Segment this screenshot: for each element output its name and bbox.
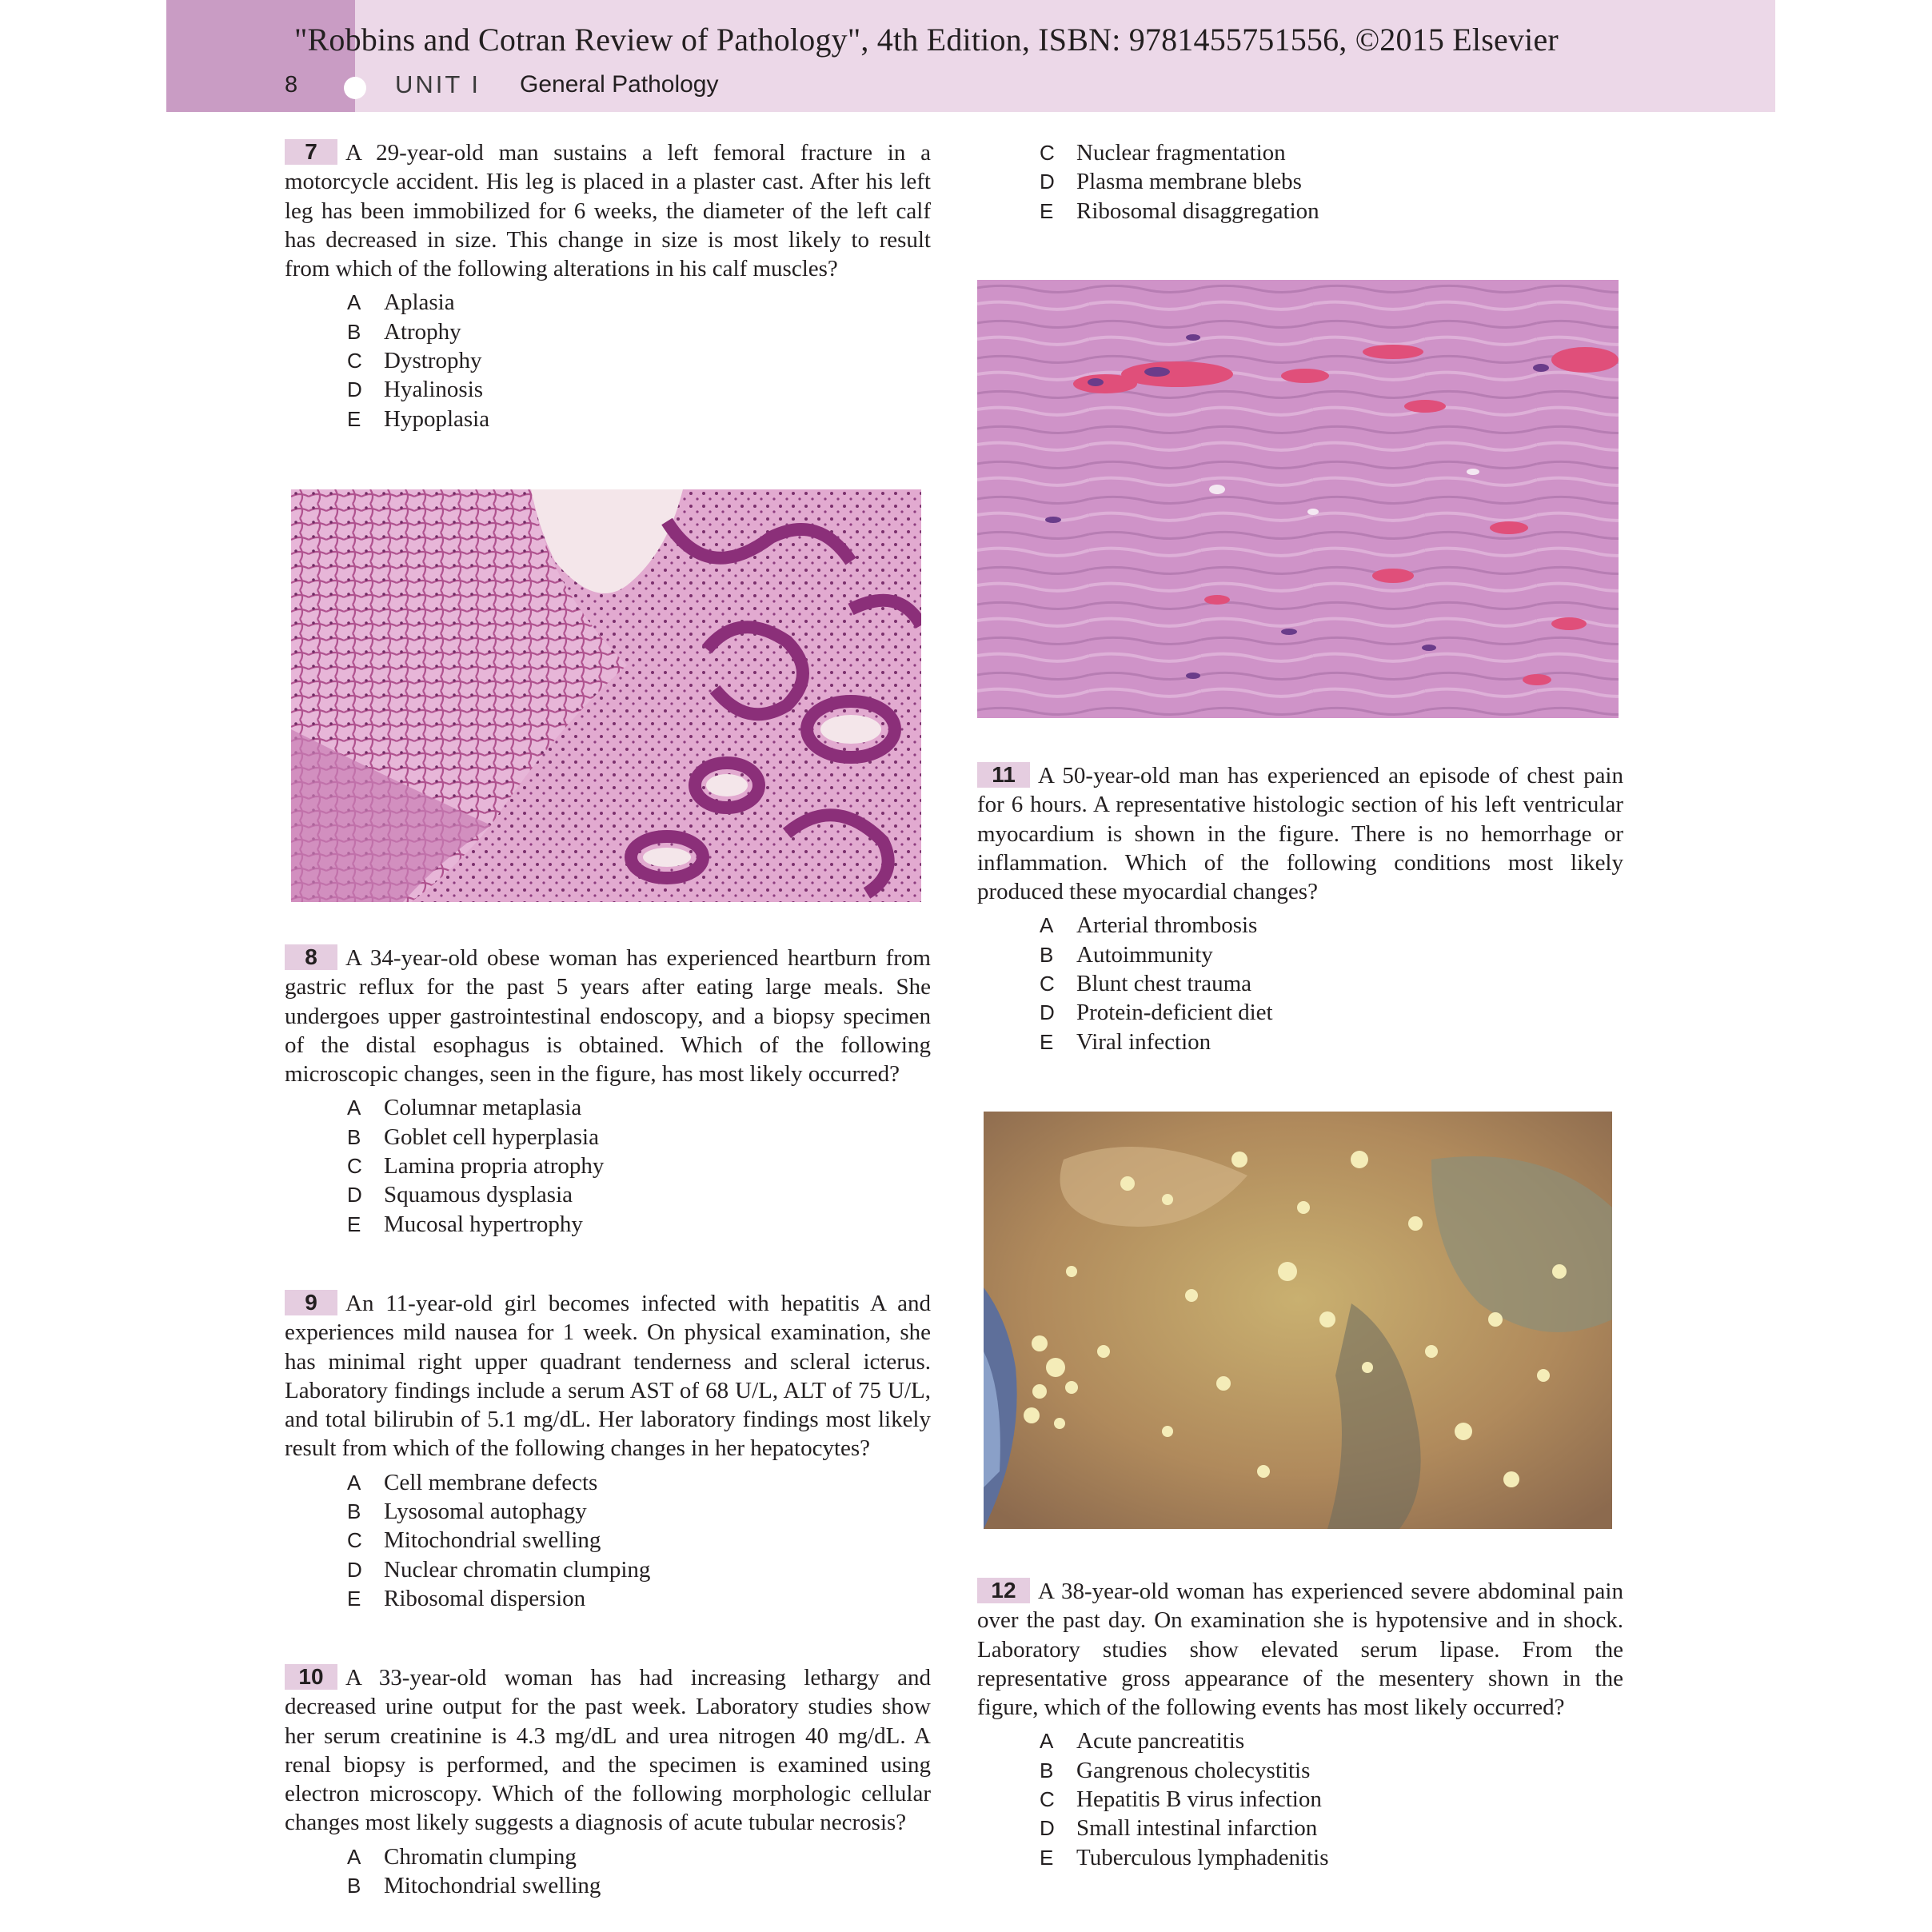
option-letter: C	[1040, 141, 1055, 165]
option-text: Viral infection	[1076, 1028, 1211, 1055]
option-letter: B	[347, 1499, 361, 1524]
option-letter: B	[1040, 942, 1054, 967]
question-stem	[285, 1289, 931, 1463]
option-text: Squamous dysplasia	[384, 1182, 573, 1208]
option-text: Dystrophy	[384, 348, 482, 374]
option-letter: C	[1040, 972, 1055, 996]
question-12	[977, 1577, 1623, 1872]
micrograph-esophageal-biopsy-icon	[291, 489, 921, 902]
page-number: 8	[285, 72, 298, 98]
option-text: Plasma membrane blebs	[1076, 169, 1302, 195]
option-letter: E	[1040, 1845, 1054, 1870]
answer-option[interactable]	[347, 346, 931, 375]
answer-option[interactable]	[347, 1210, 931, 1239]
option-text: Ribosomal disaggregation	[1076, 198, 1319, 224]
micrograph-myocardium-icon	[977, 280, 1619, 718]
answer-option[interactable]	[347, 288, 931, 317]
option-letter: B	[1040, 1758, 1054, 1782]
question-text: An 11-year-old girl becomes infected with hepatitis A and experiences mild nausea for 1 week. On physical examination, she has minimal right upper quadrant tenderness and scleral icterus. Laboratory findings include a serum AST of 68 U/L, ALT of 75 U/L, and total bilirubin of 5.1 mg/dL. Her laboratory findings most likely result from which of the following changes in her hepatocytes?	[285, 1291, 931, 1462]
option-text: Tuberculous lymphadenitis	[1076, 1844, 1329, 1870]
option-letter: C	[347, 1154, 362, 1179]
option-text: Gangrenous cholecystitis	[1076, 1757, 1311, 1783]
answer-options	[285, 1093, 931, 1238]
option-text: Blunt chest trauma	[1076, 971, 1252, 997]
option-text: Lamina propria atrophy	[384, 1153, 605, 1180]
answer-option[interactable]	[347, 1123, 931, 1152]
option-text: Goblet cell hyperplasia	[384, 1124, 599, 1150]
answer-option[interactable]	[347, 1468, 931, 1497]
option-letter: A	[347, 1844, 361, 1869]
answer-option[interactable]	[347, 1497, 931, 1526]
answer-option[interactable]	[347, 405, 931, 433]
option-letter: C	[1040, 1787, 1055, 1812]
option-text: Protein-deficient diet	[1076, 1000, 1273, 1026]
option-text: Small intestinal infarction	[1076, 1815, 1318, 1842]
answer-option[interactable]	[347, 1842, 931, 1871]
gross-photo-mesentery-fat-necrosis-icon	[984, 1112, 1612, 1529]
section-title: General Pathology	[520, 71, 719, 98]
question-text: A 34-year-old obese woman has experienced heartburn from gastric reflux for the past 5 years after eating large meals. She undergoes upper gastrointestinal endoscopy, and a biopsy specimen of the distal esophagus is obtained. Which of the following microscopic changes, seen in the figure, has most likely occurred?	[285, 945, 931, 1088]
question-number: 8	[285, 944, 337, 970]
option-letter: E	[347, 1586, 361, 1611]
option-letter: C	[347, 349, 362, 373]
answer-option[interactable]	[1040, 1814, 1623, 1842]
answer-option[interactable]	[1040, 998, 1623, 1027]
option-text: Hypoplasia	[384, 405, 490, 432]
question-number: 7	[285, 139, 337, 165]
answer-option[interactable]	[1040, 138, 1623, 167]
unit-label: UNIT I	[395, 70, 481, 98]
option-text: Nuclear fragmentation	[1076, 140, 1286, 166]
option-letter: B	[347, 1874, 361, 1898]
question-number: 11	[977, 762, 1030, 788]
option-text: Mitochondrial swelling	[384, 1527, 601, 1554]
answer-option[interactable]	[347, 1555, 931, 1584]
option-text: Nuclear chromatin clumping	[384, 1556, 651, 1583]
question-number: 9	[285, 1290, 337, 1315]
question-stem	[285, 1663, 931, 1838]
option-letter: E	[1040, 1029, 1054, 1054]
answer-option[interactable]	[347, 1871, 931, 1900]
book-title: "Robbins and Cotran Review of Pathology", 4th Edition, ISBN: 9781455751556, ©2015 Elsevier	[294, 22, 1559, 58]
option-letter: E	[347, 1211, 361, 1236]
answer-options	[285, 1468, 931, 1613]
option-text: Hepatitis B virus infection	[1076, 1786, 1322, 1813]
option-letter: B	[347, 319, 361, 344]
answer-option[interactable]	[347, 1584, 931, 1613]
option-text: Atrophy	[384, 318, 461, 345]
option-letter: A	[1040, 913, 1054, 938]
answer-option[interactable]	[1040, 911, 1623, 940]
option-text: Arterial thrombosis	[1076, 912, 1258, 939]
option-text: Mitochondrial swelling	[384, 1873, 601, 1899]
page-header	[166, 0, 1775, 112]
question-text: A 33-year-old woman has had increasing lethargy and decreased urine output for the past week. Laboratory studies show her serum creatinine is 4.3 mg/dL and urea nitrogen 40 mg/dL. A renal biopsy is performed, and the specimen is examined using electron microscopy. Which of the following morphologic cellular changes most likely suggests a diagnosis of acute tubular necrosis?	[285, 1665, 931, 1836]
answer-options	[977, 911, 1623, 1056]
answer-option[interactable]	[347, 1152, 931, 1180]
option-letter: A	[347, 1096, 361, 1120]
answer-option[interactable]	[1040, 1756, 1623, 1785]
option-text: Chromatin clumping	[384, 1843, 577, 1870]
option-letter: E	[347, 406, 361, 431]
question-8	[285, 944, 931, 1239]
answer-option[interactable]	[1040, 969, 1623, 998]
option-letter: D	[1040, 1816, 1055, 1841]
question-text: A 38-year-old woman has experienced severe abdominal pain over the past day. On examination she is hypotensive and in shock. Laboratory studies show elevated serum lipase. From the representative gross appearance of the mesentery shown in the figure, which of the following events has most likely occurred?	[977, 1579, 1623, 1721]
option-text: Acute pancreatitis	[1076, 1728, 1245, 1754]
answer-option[interactable]	[1040, 1028, 1623, 1056]
question-10	[285, 1663, 931, 1900]
question-stem	[285, 944, 931, 1088]
option-text: Mucosal hypertrophy	[384, 1211, 583, 1237]
bullet-dot-icon	[344, 77, 366, 99]
option-letter: D	[347, 1557, 362, 1582]
option-letter: A	[347, 290, 361, 315]
question-10-continued	[977, 138, 1623, 226]
option-letter: B	[347, 1124, 361, 1149]
question-7	[285, 138, 931, 433]
question-9	[285, 1289, 931, 1613]
answer-options	[977, 138, 1623, 226]
option-text: Columnar metaplasia	[384, 1095, 582, 1121]
option-letter: D	[347, 377, 362, 402]
answer-options	[285, 1842, 931, 1901]
option-letter: A	[1040, 1729, 1054, 1754]
option-text: Aplasia	[384, 289, 455, 316]
answer-option[interactable]	[1040, 1785, 1623, 1814]
answer-option[interactable]	[347, 317, 931, 346]
question-stem	[977, 761, 1623, 906]
question-number: 12	[977, 1578, 1030, 1603]
question-text: A 50-year-old man has experienced an episode of chest pain for 6 hours. A representative histologic section of his left ventricular myocardium is shown in the figure. There is no hemorrhage or inflammation. Which of the following conditions most likely produced these myocardial changes?	[977, 763, 1623, 905]
answer-option[interactable]	[1040, 940, 1623, 969]
option-letter: E	[1040, 198, 1054, 223]
option-letter: D	[1040, 1000, 1055, 1025]
question-text: A 29-year-old man sustains a left femoral fracture in a motorcycle accident. His leg is placed in a plaster cast. After his left leg has been immobilized for 6 weeks, the diameter of the left calf has decreased in size. This change in size is most likely to result from which of the following alterations in his calf muscles?	[285, 140, 931, 282]
answer-option[interactable]	[1040, 1843, 1623, 1872]
question-stem	[977, 1577, 1623, 1722]
option-letter: D	[1040, 170, 1055, 194]
option-text: Autoimmunity	[1076, 941, 1213, 968]
option-text: Lysosomal autophagy	[384, 1499, 587, 1525]
answer-option[interactable]	[1040, 167, 1623, 196]
option-letter: A	[347, 1470, 361, 1495]
option-text: Ribosomal dispersion	[384, 1585, 586, 1611]
answer-option[interactable]	[347, 1180, 931, 1209]
answer-option[interactable]	[347, 1526, 931, 1555]
question-number: 10	[285, 1664, 337, 1690]
question-11	[977, 761, 1623, 1056]
option-text: Hyalinosis	[384, 377, 484, 403]
answer-option[interactable]	[1040, 1726, 1623, 1755]
question-stem	[285, 138, 931, 283]
answer-option[interactable]	[1040, 197, 1623, 226]
answer-option[interactable]	[347, 1093, 931, 1122]
answer-options	[285, 288, 931, 433]
answer-options	[977, 1726, 1623, 1871]
option-letter: C	[347, 1528, 362, 1553]
option-text: Cell membrane defects	[384, 1469, 598, 1495]
option-letter: D	[347, 1183, 362, 1208]
answer-option[interactable]	[347, 375, 931, 404]
